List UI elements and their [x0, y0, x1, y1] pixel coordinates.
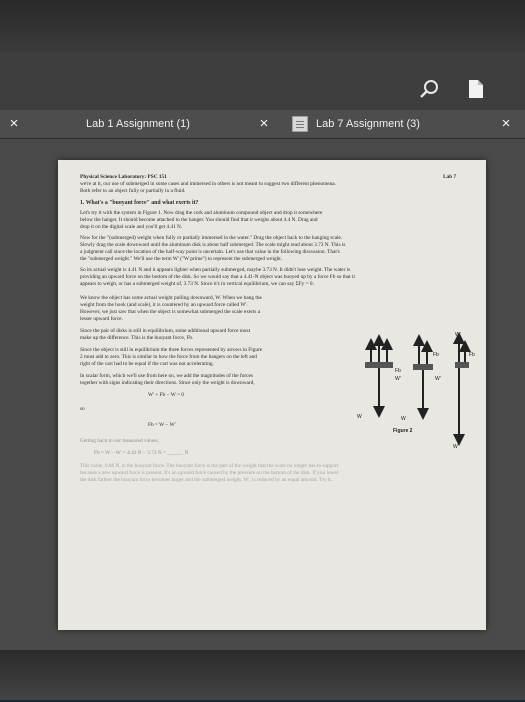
- doc-header-lab: Lab 7: [443, 174, 457, 180]
- paragraph-line: We know the object has some actual weight pulling downward, W. When we hang the: [80, 295, 262, 301]
- paragraph-line: together with signs indicating their directions. Since only the weight is downward,: [80, 380, 255, 386]
- monitor-bezel-bottom: [0, 650, 525, 700]
- label-fb: Fb: [469, 352, 475, 358]
- tab-bar: [0, 110, 525, 139]
- paragraph-line: lesser upward force.: [80, 316, 123, 322]
- paragraph-line: In scalar form, which we'll use from here on, we add the magnitudes of the forces: [80, 373, 253, 379]
- tab-lab-7-assignment[interactable]: [316, 110, 420, 138]
- doc-header-course: Physical Science Laboratory: PSC 151: [80, 174, 167, 180]
- equation: W' + Fb − W = 0: [148, 392, 184, 398]
- file-icon: [292, 116, 308, 132]
- equation: Fb = W − W': [148, 422, 176, 428]
- paragraph-line: providing an upward force on the bottom of the disk. So we would say that a 4.41-N object was buoyed up by a force Fb so that it: [80, 274, 355, 280]
- equation: Fb = W − W' = 4.41 N − 3.73 N = ______ N: [94, 450, 189, 456]
- paragraph-line: weight from the hook (and scale), it is countered by an upward force called W'.: [80, 302, 248, 308]
- monitor-bezel-top: [0, 0, 525, 52]
- label-w: W: [357, 414, 362, 420]
- paragraph-line: drop it on the digital scale and you'll get 4.41 N.: [80, 224, 183, 230]
- paragraph-line: because a new upward force is present. It's an upward force caused by the pressure on the bottom of the disk. If you lower: [80, 470, 339, 476]
- figure-2: [355, 332, 485, 472]
- tab-close-icon[interactable]: ×: [259, 115, 269, 132]
- paragraph-line: appears to weigh, or has a submerged weight of, 3.73 N. Since it's in vertical equilibrium, we can say ΣFy = 0.: [80, 281, 314, 287]
- label-w: W: [401, 416, 406, 422]
- label-w-prime: W': [455, 332, 461, 338]
- toolbar: [0, 52, 525, 110]
- paragraph-line: However, we just saw that when the object is somewhat submerged the scale exerts a: [80, 309, 261, 315]
- paragraph-line: a judgment call since the location of the half-way point is uncertain. Let's use that value in the following discussion. That's: [80, 249, 340, 255]
- so-text: so: [80, 406, 85, 412]
- search-icon[interactable]: [418, 78, 440, 100]
- app-window: [0, 52, 525, 652]
- paragraph-line: the "submerged weight." We'll use the term W' ("W prime") to represent the submerged weight.: [80, 256, 283, 262]
- paragraph-line: Let's try it with the system in Figure 1. Now drag the cork and aluminum compound object and drop it somewhere: [80, 210, 323, 216]
- tab-lab-1-assignment[interactable]: [86, 110, 190, 138]
- paragraph-line: Now for the "(submerged) weight when fully or partially immersed in the water." Drag the object back to the hanging scale.: [80, 235, 343, 241]
- paragraph-line: below the hanger. It should become attached to the hanger. You should find that it weighs about 4.4 N. Drag and: [80, 217, 318, 223]
- label-fb: Fb: [395, 368, 401, 374]
- doc-intro-line: we're at it, our use of submerged in some cases and immersed in others is not meant to suggest two different phenomena.: [80, 181, 336, 187]
- force-diagram: [355, 332, 485, 472]
- paragraph-line: make up the difference. This is the buoyant force, Fb.: [80, 335, 194, 341]
- paragraph-line: Slowly drag the scale downward until the aluminum disk is about half submerged. The scale might read about 3.73 N. This is: [80, 242, 346, 248]
- paragraph-line: right of the cart had to be equal if the cart was not accelerating.: [80, 361, 214, 367]
- label-w-prime: W': [435, 376, 441, 382]
- tab-close-icon[interactable]: ×: [9, 115, 19, 132]
- paragraph-line: the disk farther the buoyant force becomes larger and the submerged weight, W', is reduced by an equal amount. Try it.: [80, 477, 333, 483]
- tab-label: Lab 1 Assignment (1): [86, 118, 190, 130]
- label-w-prime: W': [395, 376, 401, 382]
- paragraph-line: Since the pair of disks is still in equilibrium, some additional upward force must: [80, 328, 251, 334]
- paragraph-line: Since the object is still in equilibrium the three forces represented by arrows in Figure: [80, 347, 263, 353]
- document-icon[interactable]: [468, 79, 484, 99]
- tab-label: Lab 7 Assignment (3): [316, 118, 420, 130]
- paragraph-line: 2 must add to zero. This is similar to how the force from the hangers on the left and: [80, 354, 257, 360]
- label-fb: Fb: [433, 352, 439, 358]
- label-w: W: [453, 444, 458, 450]
- section-title: 1. What's a "buoyant force" and what exerts it?: [80, 200, 199, 206]
- paragraph-line: This value, 0.68 N, is the buoyant force. The buoyant force is the part of the weight that the scale no longer has to support: [80, 463, 339, 469]
- figure-caption: Figure 2: [393, 428, 413, 434]
- paragraph-line: Getting back to our measured values,: [80, 438, 159, 444]
- paragraph-line: So its actual weight is 4.41 N and it appears lighter when partially submerged, maybe 3.73 N. It didn't lose weight. The water is: [80, 267, 351, 273]
- doc-intro-line: Both refer to an object fully or partially in a fluid.: [80, 188, 186, 194]
- tab-close-icon[interactable]: ×: [501, 115, 511, 132]
